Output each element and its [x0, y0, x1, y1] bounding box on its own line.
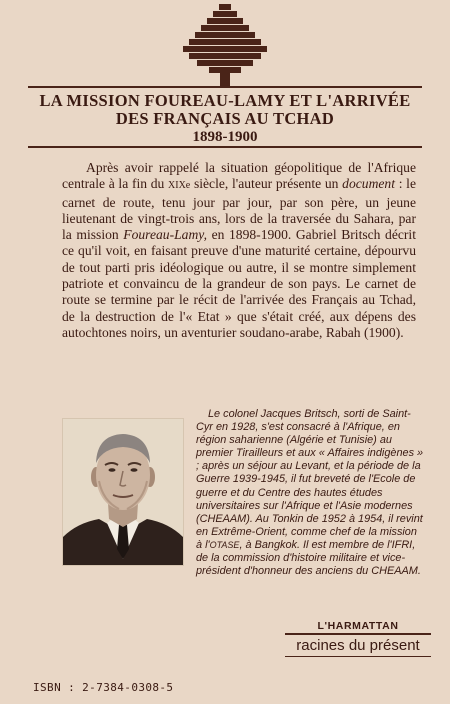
publisher-block — [285, 620, 431, 657]
bio-paragraph — [196, 408, 424, 578]
summary-century: XIXe — [168, 180, 191, 192]
isbn-number: ISBN : 2-7384-0308-5 — [33, 681, 174, 694]
back-cover-summary — [62, 160, 416, 341]
book-title-line-1: LA MISSION FOUREAU-LAMY ET L'ARRIVÉE — [39, 91, 411, 110]
author-photo — [62, 418, 184, 566]
summary-text-4: en 1898-1900. Gabriel Britsch décrit ce qu'il voit, en faisant preuve d'une maturité certaine, dépourvu de tout parti pris idéologique ou autre, il se montre simplement patriote et convaincu de la grandeur de son pays. Le carnet de route se termine par le récit de l'arrivée des Français au Tchad, de la destruction de l'« Etat » que s'était créé, aux dépens des autochtones noirs, un aventurier soudano-arabe, Rabah (1900). — [62, 227, 416, 340]
title-bottom-rule — [28, 146, 422, 148]
author-portrait-icon — [63, 419, 183, 565]
harmattan-tree-logo — [180, 4, 270, 86]
summary-paragraph — [62, 160, 416, 341]
publisher-rule-top — [285, 633, 431, 635]
summary-text-3: : le carnet de route, tenu jour par jour, par son père, un jeune lieutenant de vingt-trois ans, lors de la traversée du Sahara, par la mission — [62, 176, 416, 243]
summary-text-2: siècle, l'auteur présente un — [190, 176, 343, 192]
title-top-rule — [28, 86, 422, 88]
summary-text-1: Après avoir rappelé la situation géopolitique de l'Afrique centrale à la fin du — [62, 160, 416, 192]
summary-mission-emphasis: Foureau-Lamy, — [123, 227, 207, 243]
book-title-years: 1898-1900 — [192, 129, 258, 145]
bio-text-2: , à Bangkok. Il est membre de l'IFRI, de la commission d'histoire militaire et vice-président d'honneur des anciens du CHEAAM. — [196, 538, 421, 578]
author-biography — [196, 408, 424, 578]
bio-text-1: Le colonel Jacques Britsch, sorti de Saint-Cyr en 1928, s'est consacré à l'Afrique, en région saharienne (Algérie et Tunisie) au premier Tirailleurs et aux « Affaires indigènes » ; après un séjour au Levant, et la période de la Guerre 1939-1945, il fut breveté de l'Ecole de guerre et du Centre des hautes études universitaires sur l'Afrique et l'Asie modernes (CHEAAM). Au Tonkin de 1952 à 1954, il revint en Extrême-Orient, comme chef de la mission à l' — [196, 408, 424, 551]
summary-document-emphasis: document — [342, 176, 396, 192]
book-title — [20, 92, 430, 146]
publisher-name: L'HARMATTAN — [317, 620, 399, 632]
publisher-rule-bottom — [285, 656, 431, 658]
bio-otase: OTASE — [209, 539, 240, 550]
collection-name: racines du présent — [296, 636, 420, 654]
book-title-line-2: DES FRANÇAIS AU TCHAD — [115, 109, 335, 128]
